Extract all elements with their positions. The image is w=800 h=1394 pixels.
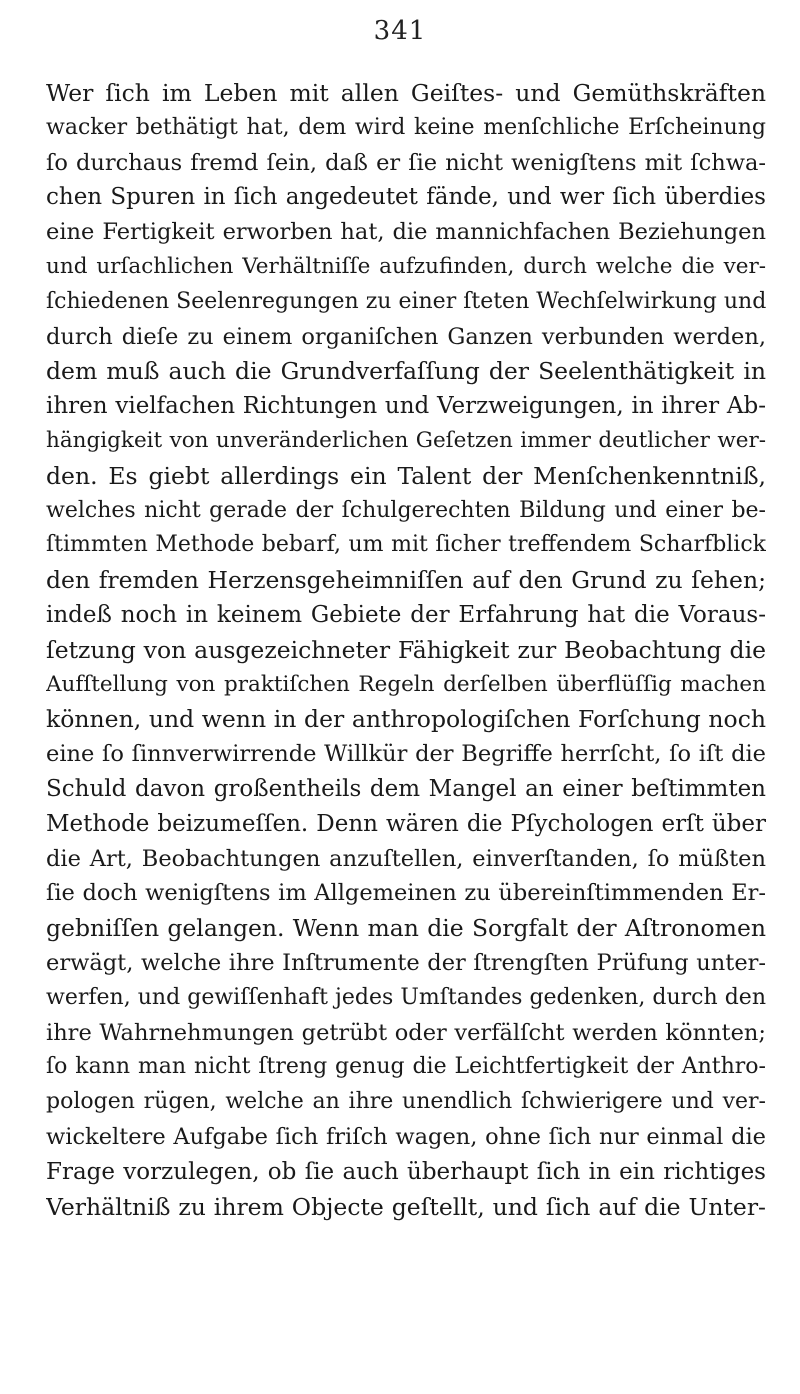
text-line: indeß noch in keinem Gebiete der Erfahrung hat die Voraus- [46, 601, 766, 628]
text-line: hängigkeit von unveränderlichen Geſetzen immer deutlicher wer- [46, 427, 766, 453]
text-line: können, und wenn in der anthropologiſchen Forſchung noch [46, 705, 766, 734]
text-line: Verhältniß zu ihrem Objecte geſtellt, und ſich auf die Unter- [46, 1192, 766, 1221]
text-line: ſtimmten Methode bebarf, um mit ſicher treffendem Scharfblick [46, 532, 766, 558]
text-line: ihre Wahrnehmungen getrübt oder verfälſcht werden könnten; [46, 1019, 766, 1046]
text-line: dem muß auch die Grundverfaſſung der Seelenthätigkeit in [46, 357, 766, 386]
text-line: eine ſo ſinnverwirrende Willkür der Begriffe herrſcht, ſo iſt die [46, 741, 766, 768]
text-line: erwägt, welche ihre Inſtrumente der ſtrengſten Prüfung unter- [46, 949, 766, 976]
text-line: Aufſtellung von praktiſchen Regeln derſelben überflüſſig machen [46, 671, 766, 697]
text-line: ſie doch wenigſtens im Allgemeinen zu übereinſtimmenden Er- [46, 880, 766, 907]
text-line: werfen, und gewiſſenhaft jedes Umſtandes gedenken, durch den [46, 984, 766, 1010]
text-line: gebniſſen gelangen. Wenn man die Sorgfalt der Aſtronomen [46, 914, 766, 943]
text-line: Schuld davon großentheils dem Mangel an einer beſtimmten [46, 775, 766, 802]
text-line: Wer ſich im Leben mit allen Geiſtes- und Gemüthskräften [46, 79, 766, 107]
text-line: welches nicht gerade der ſchulgerechten Bildung und einer be- [46, 497, 766, 523]
text-line: pologen rügen, welche an ihre unendlich ſchwierigere und ver- [46, 1089, 766, 1115]
text-line: wickeltere Aufgabe ſich friſch wagen, ohne ſich nur einmal die [46, 1123, 766, 1150]
text-line: und urſachlichen Verhältniſſe aufzufinden, durch welche die ver- [46, 253, 766, 279]
text-line: ſo kann man nicht ſtreng genug die Leichtfertigkeit der Anthro- [46, 1054, 766, 1080]
page-number: 341 [373, 16, 427, 46]
text-line: Frage vorzulegen, ob ſie auch überhaupt ſich in ein richtiges [46, 1158, 766, 1185]
text-line: ſo durchaus fremd ſein, daß er ſie nicht wenigſtens mit ſchwa- [46, 149, 766, 176]
body-text [46, 76, 766, 1224]
text-line: durch dieſe zu einem organiſchen Ganzen verbunden werden, [46, 323, 766, 350]
text-line: ſchiedenen Seelenregungen zu einer ſteten Wechſelwirkung und [46, 288, 766, 314]
text-line: Methode beizumeſſen. Denn wären die Pſychologen erſt über [46, 810, 766, 837]
text-line: ſetzung von ausgezeichneter Fähigkeit zur Beobachtung die [46, 635, 766, 664]
text-line: ihren vielfachen Richtungen und Verzweigungen, in ihrer Ab- [46, 393, 766, 420]
text-line: die Art, Beobachtungen anzuſtellen, einverſtanden, ſo müßten [46, 845, 766, 872]
text-line: eine Fertigkeit erworben hat, die mannichfachen Beziehungen [46, 219, 766, 246]
text-line: den fremden Herzensgeheimniſſen auf den Grund zu ſehen; [46, 566, 766, 595]
text-line: wacker bethätigt hat, dem wird keine menſchliche Erſcheinung [46, 114, 766, 140]
text-line: chen Spuren in ſich angedeutet fände, und wer ſich überdies [46, 184, 766, 211]
text-line: den. Es giebt allerdings ein Talent der Menſchenkenntniß, [46, 461, 766, 490]
